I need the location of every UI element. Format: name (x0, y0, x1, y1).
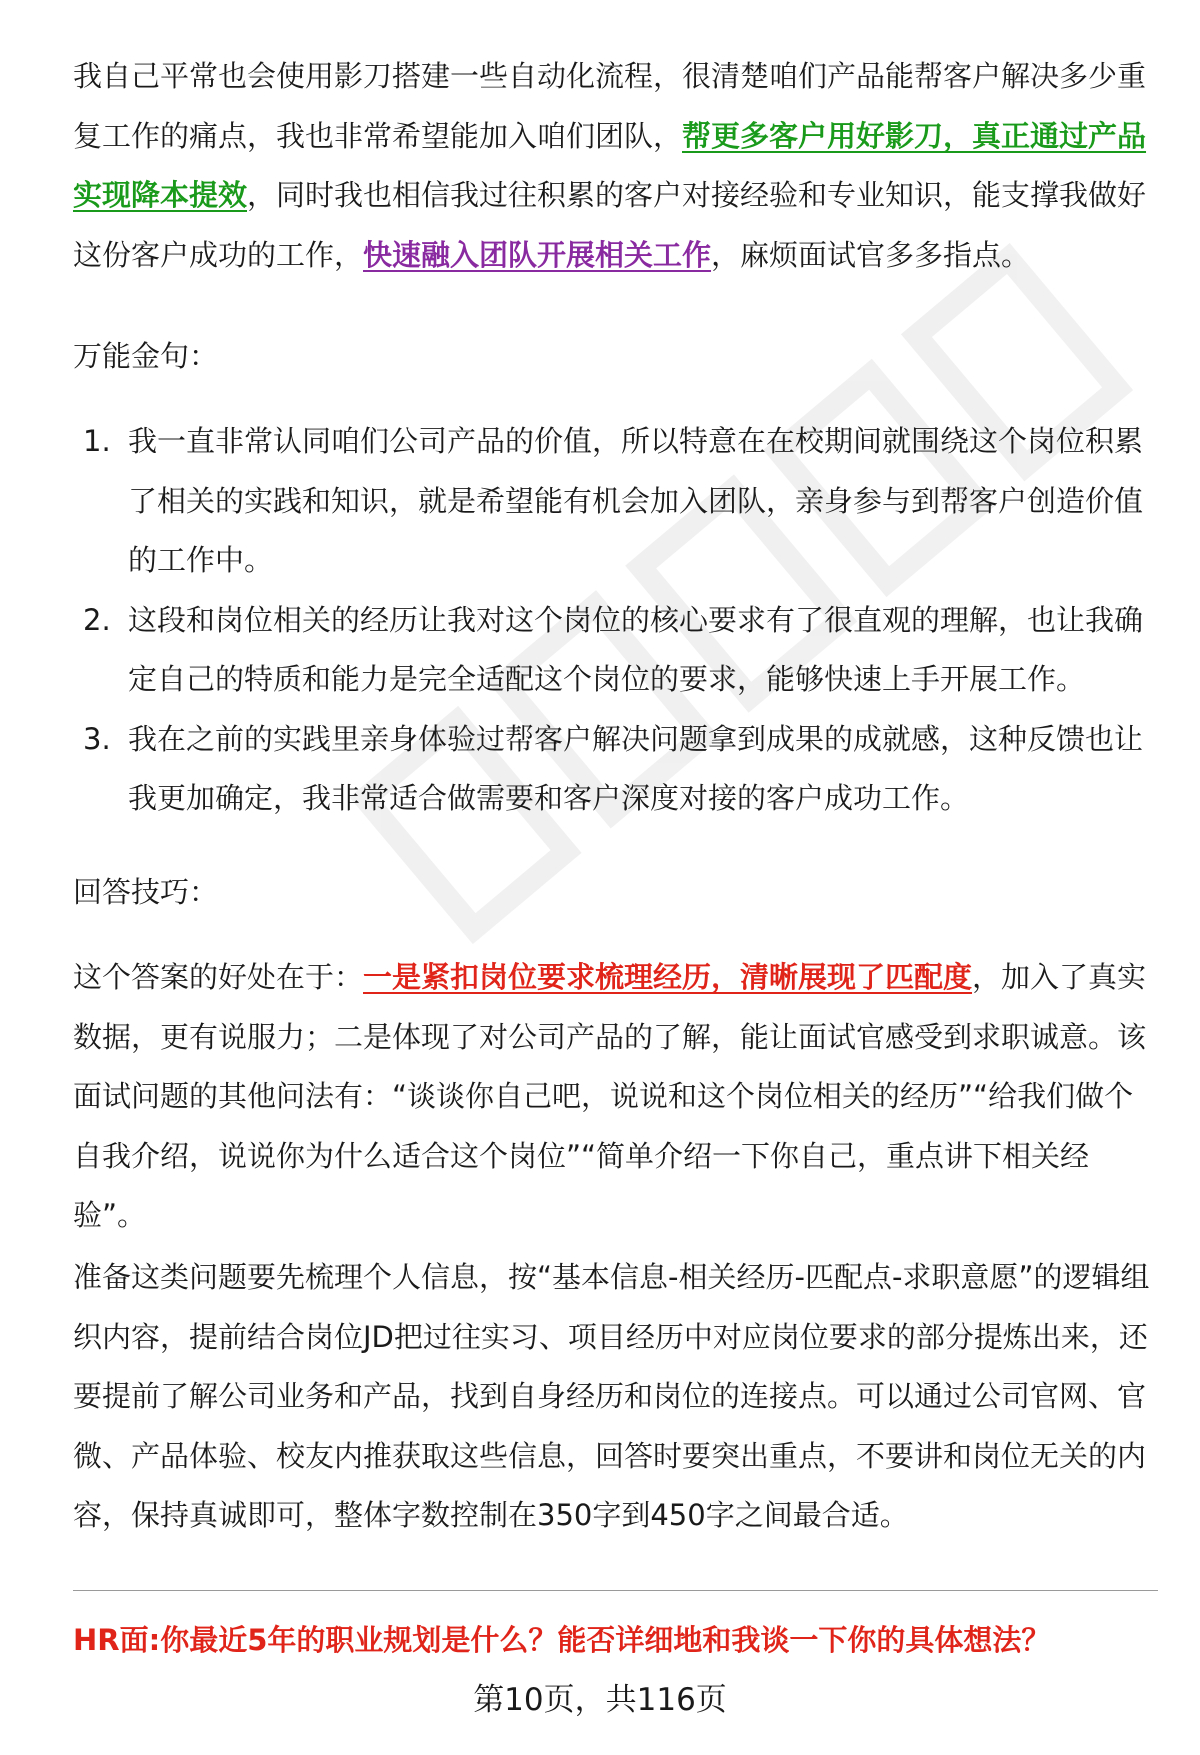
list-item (73, 591, 1158, 710)
tips-text-2: ，加入了真实数据，更有说服力；二是体现了对公司产品的了解，能让面试官感受到求职诚意。该面试问题的其他问法有：“谈谈你自己吧，说说和这个岗位相关的经历”“给我们做个自我介绍，说说你为什么适合这个岗位”“简单介绍一下你自己，重点讲下相关经验”。 (73, 960, 1147, 1232)
next-question-heading: HR面:你最近5年的职业规划是什么？能否详细地和我谈一下你的具体想法？ (73, 1623, 1051, 1657)
list-item-text: 我在之前的实践里亲身体验过帮客户解决问题拿到成果的成就感，这种反馈也让我更加确定，我非常适合做需要和客户深度对接的客户成功工作。 (128, 721, 1144, 815)
answer-tips-paragraph (73, 948, 1158, 1246)
intro-highlight-green: 帮更多客户用好影刀，真正通过产品实现降本提效 (73, 118, 1147, 212)
tips-text-1: 这个答案的好处在于： (73, 960, 364, 994)
page-number: 第10页，共116页 (473, 1682, 727, 1718)
tips-highlight-red: 一是紧扣岗位要求梳理经历，清晰展现了匹配度 (363, 960, 973, 994)
list-item-number: 1. (83, 424, 111, 458)
list-item-number: 2. (83, 602, 111, 637)
list-item (73, 710, 1158, 829)
list-item-text: 我一直非常认同咱们公司产品的价值，所以特意在在校期间就围绕这个岗位积累了相关的实践和知识，就是希望能有机会加入团队，亲身参与到帮客户创造价值的工作中。 (128, 424, 1144, 577)
intro-highlight-purple: 快速融入团队开展相关工作 (363, 237, 712, 272)
intro-text-2: ，同时我也相信我过往积累的客户对接经验和专业知识，能支撑我做好这份客户成功的工作， (73, 178, 1147, 272)
intro-text-1: 我自己平常也会使用影刀搭建一些自动化流程，很清楚咱们产品能帮客户解决多少重复工作的痛点，我也非常希望能加入咱们团队， (73, 59, 1147, 153)
golden-sentences-list (73, 412, 1158, 829)
list-item-number: 3. (83, 721, 111, 756)
intro-paragraph (73, 47, 1158, 285)
preparation-paragraph: 准备这类问题要先梳理个人信息，按“基本信息-相关经历-匹配点-求职意愿”的逻辑组织内容，提前结合岗位JD把过往实习、项目经历中对应岗位要求的部分提炼出来，还要提前了解公司业务和产品，找到自身经历和岗位的连接点。可以通过公司官网、官微、产品体验、校友内推获取这些信息，回答时要突出重点，不要讲和岗位无关的内容，保持真诚即可，整体字数控制在350字到450字之间最合适。 (73, 1260, 1150, 1532)
answer-tips-heading: 回答技巧： (73, 875, 219, 909)
intro-text-3: ，麻烦面试官多多指点。 (711, 237, 1031, 272)
section-divider (73, 1590, 1158, 1591)
golden-sentences-heading: 万能金句： (73, 339, 219, 373)
list-item (73, 412, 1158, 591)
list-item-text: 这段和岗位相关的经历让我对这个岗位的核心要求有了很直观的理解，也让我确定自己的特质和能力是完全适配这个岗位的要求，能够快速上手开展工作。 (128, 602, 1144, 696)
